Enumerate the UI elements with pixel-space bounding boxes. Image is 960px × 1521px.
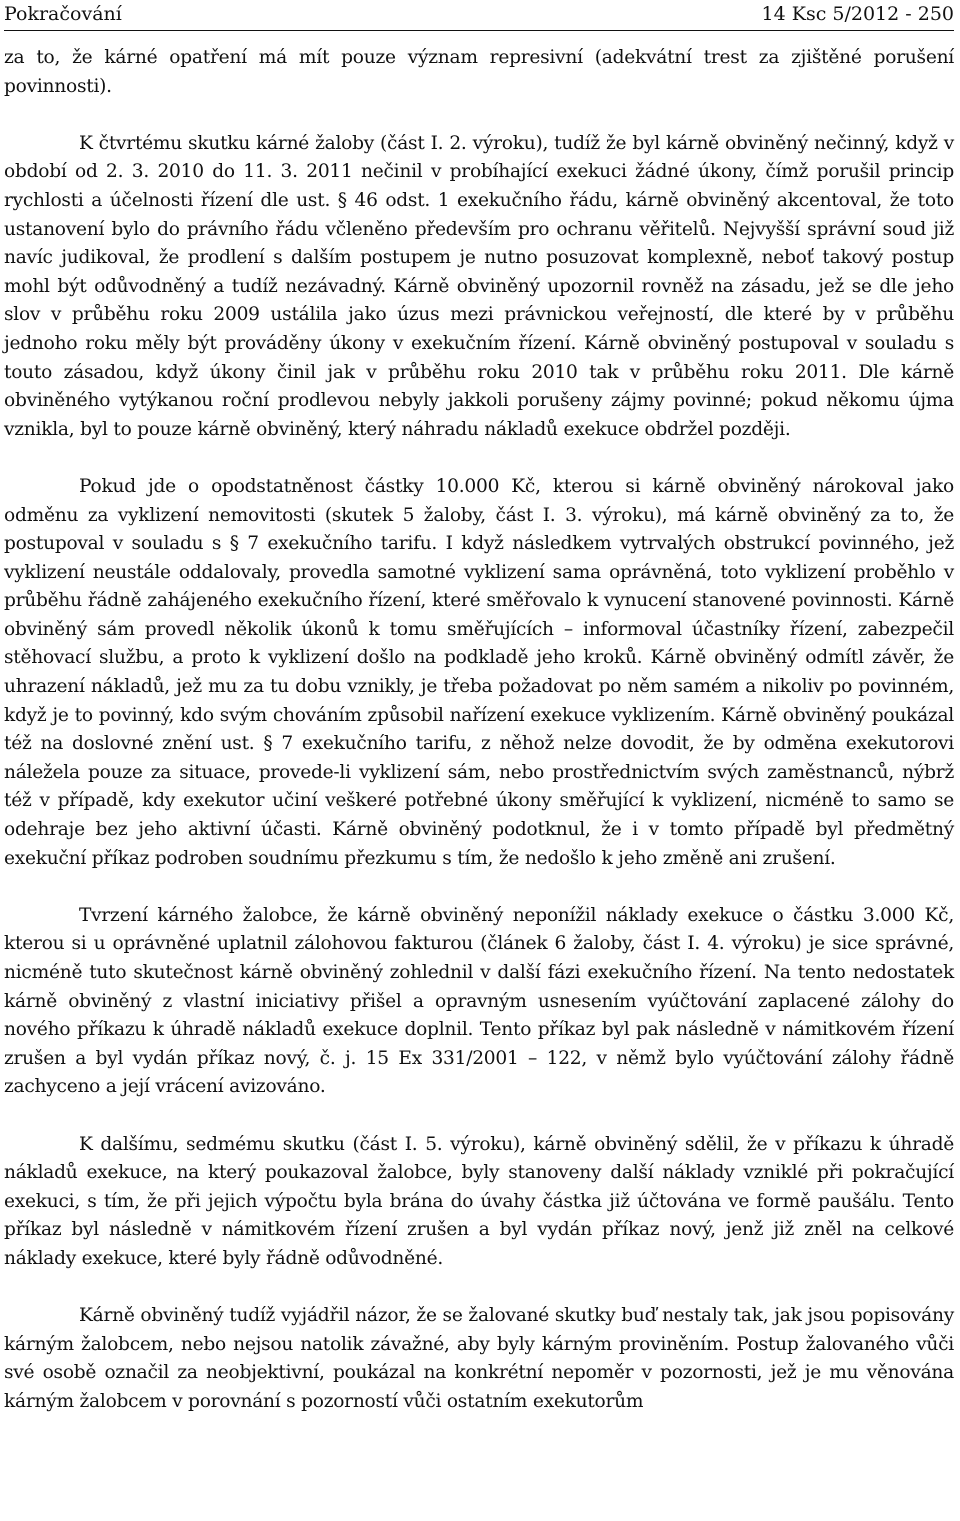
paragraph-eviction-fee: Pokud jde o opodstatněnost částky 10.000 Kč, kterou si kárně obviněný nárokoval jako odměnu za vyklizení nemovitosti (skutek 5 žaloby, část I. 3. výroku), má kárně obviněný za to, že postupoval v souladu s § 7 exekučního tarifu. I když následkem vytrvalých obstrukcí povinného, jež vyklizení neustále oddalovaly, provedla samotné vyklizení sama oprávněná, toto vyklizení proběhlo v průběhu řádně zahájeného exekučního řízení, které směřovalo k vynucení stanovené povinnosti. Kárně obviněný sám provedl několik úkonů k tomu směřujících – informoval účastníky řízení, zabezpečil stěhovací službu, a proto k vyklizení došlo na podkladě jeho kroků. Kárně obviněný odmítl závěr, že uhrazení nákladů, jež mu za tu dobu vznikly, je třeba požadovat po něm samém a nikoliv po povinném, když je to povinný, kdo svým chováním způsobil nařízení exekuce vyklizením. Kárně obviněný poukázal též na doslovné znění ust. § 7 exekučního tarifu, z něhož nelze dovodit, že by odměna exekutorovi náležela pouze za situace, provede-li vyklizení sám, nebo prostřednictvím svých zaměstnanců, nýbrž též v případě, kdy exekutor učiní veškeré potřebné úkony směřující k vyklizení, nicméně to samo se odehraje bez jeho aktivní účasti. Kárně obviněný podotknul, že i v tomto případě byl předmětný exekuční příkaz podroben soudnímu přezkumu s tím, že nedošlo k jeho změně ani zrušení. [4, 475, 954, 869]
paragraph-seventh-offense: K dalšímu, sedmému skutku (část I. 5. výroku), kárně obviněný sdělil, že v příkazu k úhradě nákladů exekuce, na který poukazoval žalobce, byly stanoveny další náklady vzniklé při pokračující exekuci, s tím, že při jejich výpočtu byla brána do úvahy částka již účtována ve formě paušálu. Tento příkaz byl následně v námitkovém řízení zrušen a byl vydán příkaz nový, jenž již zněl na celkové náklady exekuce, které byly řádně odůvodněné. [4, 1133, 954, 1269]
page-header [4, 0, 954, 31]
paragraph-continuation: za to, že kárné opatření má mít pouze význam represivní (adekvátní trest za zjištěné porušení povinnosti). [4, 47, 954, 97]
paragraph-advance-payment: Tvrzení kárného žalobce, že kárně obviněný neponížil náklady exekuce o částku 3.000 Kč, kterou si u oprávněné uplatnil zálohovou fakturou (článek 6 žaloby, část I. 4. výroku) je sice správné, nicméně tuto skutečnost kárně obviněný zohlednil v další fázi exekučního řízení. Na tento nedostatek kárně obviněný z vlastní iniciativy přišel a opravným usnesením vyúčtování zaplacené zálohy do nového příkazu k úhradě nákladů exekuce doplnil. Tento příkaz byl pak následně v námitkovém řízení zrušen a byl vydán příkaz nový, č. j. 15 Ex 331/2001 – 122, v němž bylo vyúčtování zálohy řádně zachyceno a její vrácení avizováno. [4, 904, 954, 1098]
paragraph-fourth-offense: K čtvrtému skutku kárné žaloby (část I. 2. výroku), tudíž že byl kárně obviněný nečinný, když v období od 2. 3. 2010 do 11. 3. 2011 nečinil v probíhající exekuci žádné úkony, čímž porušil princip rychlosti a účelnosti řízení dle ust. § 46 odst. 1 exekučního řádu, kárně obviněný akcentoval, že toto ustanovení bylo do právního řádu včleněno především pro ochranu věřitelů. Nejvyšší správní soud již navíc judikoval, že prodlení s dalším postupem je nutno posuzovat komplexně, neboť takový postup mohl být odůvodněný a tudíž nezávadný. Kárně obviněný upozornil rovněž na zásadu, jež se dle jeho slov v průběhu roku 2009 ustálila jako úzus mezi právnickou veřejností, dle které by v průběhu jednoho roku měly být prováděny úkony v exekučním řízení. Kárně obviněný postupoval v souladu s touto zásadou, když úkony činil jak v průběhu roku 2010 tak v průběhu roku 2011. Dle kárně obviněného vytýkanou roční prodlevou nebyly jakkoli porušeny zájmy povinné; pokud někomu újma vznikla, byl to pouze kárně obviněný, který náhradu nákladů exekuce obdržel později. [4, 132, 954, 440]
header-case-number: 14 Ksc 5/2012 - 250 [761, 3, 954, 25]
paragraph-conclusion: Kárně obviněný tudíž vyjádřil názor, že se žalované skutky buď nestaly tak, jak jsou popisovány kárným žalobcem, nebo nejsou natolik závažné, aby byly kárným proviněním. Postup žalovaného vůči své osobě označil za neobjektivní, poukázal na konkrétní nepoměr v pozornosti, jež je mu věnována kárným žalobcem v porovnání s pozorností vůči ostatním exekutorům [4, 1305, 954, 1412]
header-continuation-label: Pokračování [4, 3, 122, 25]
document-body [4, 44, 954, 1445]
